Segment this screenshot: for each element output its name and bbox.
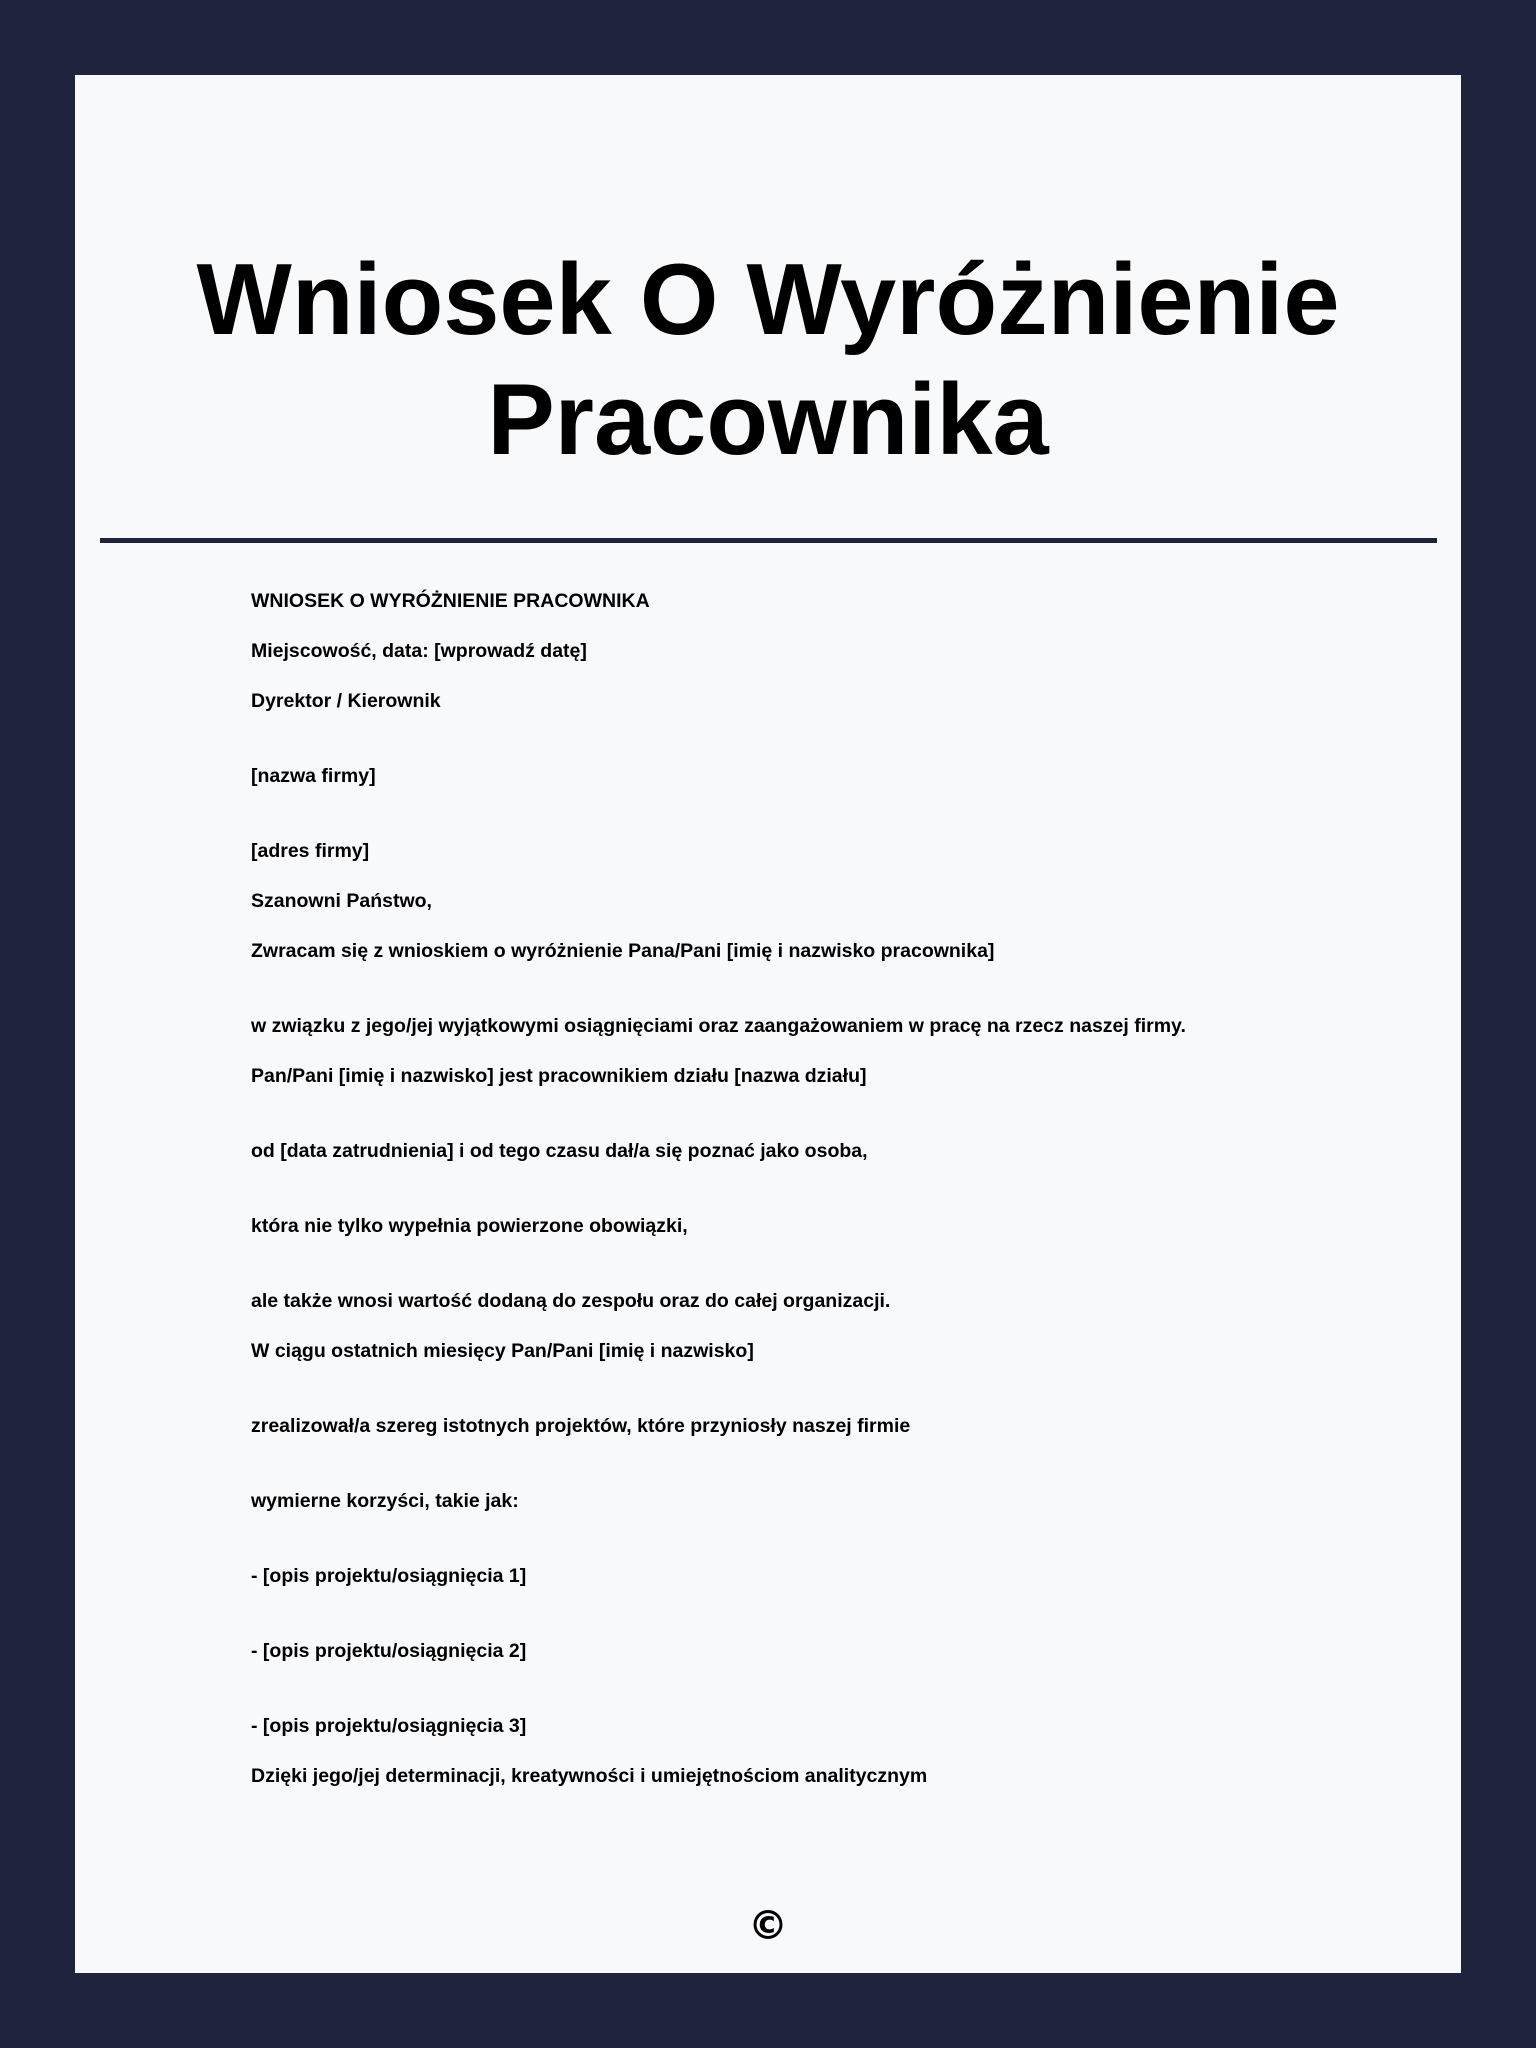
letter-heading: WNIOSEK O WYRÓŻNIENIE PRACOWNIKA [251,590,650,612]
copyright-icon: © [748,1903,788,1949]
letter-paragraph: Dzięki jego/jej determinacji, kreatywności i umiejętnościom analitycznym [251,1765,928,1787]
achievement-list-item: - [opis projektu/osiągnięcia 1] [251,1565,527,1587]
company-name-placeholder: [nazwa firmy] [251,765,376,787]
letter-paragraph: Pan/Pani [imię i nazwisko] jest pracownikiem działu [nazwa działu] [251,1065,867,1087]
page-title [75,240,1461,480]
letter-paragraph: wymierne korzyści, takie jak: [251,1490,519,1512]
letter-paragraph: W ciągu ostatnich miesięcy Pan/Pani [imię i nazwisko] [251,1340,754,1362]
letter-body [251,589,1351,1814]
title-line-2: Pracownika [487,364,1049,476]
letter-paragraph: która nie tylko wypełnia powierzone obowiązki, [251,1215,688,1237]
place-date-line: Miejscowość, data: [wprowadź datę] [251,640,587,662]
company-address-placeholder: [adres firmy] [251,840,370,862]
letter-paragraph: zrealizował/a szereg istotnych projektów, które przyniosły naszej firmie [251,1415,911,1437]
achievement-list-item: - [opis projektu/osiągnięcia 3] [251,1715,527,1737]
letter-paragraph: w związku z jego/jej wyjątkowymi osiągnięciami oraz zaangażowaniem w pracę na rzecz naszej firmy. [251,1015,1186,1037]
letter-paragraph: od [data zatrudnienia] i od tego czasu dał/a się poznać jako osoba, [251,1140,868,1162]
achievement-list-item: - [opis projektu/osiągnięcia 2] [251,1640,527,1662]
title-divider [100,538,1437,543]
salutation: Szanowni Państwo, [251,890,432,912]
letter-paragraph: Zwracam się z wnioskiem o wyróżnienie Pana/Pani [imię i nazwisko pracownika] [251,940,995,962]
letter-paragraph: ale także wnosi wartość dodaną do zespołu oraz do całej organizacji. [251,1290,891,1312]
title-line-1: Wniosek O Wyróżnienie [196,244,1340,356]
document-page [75,75,1461,1973]
recipient-title: Dyrektor / Kierownik [251,690,441,712]
